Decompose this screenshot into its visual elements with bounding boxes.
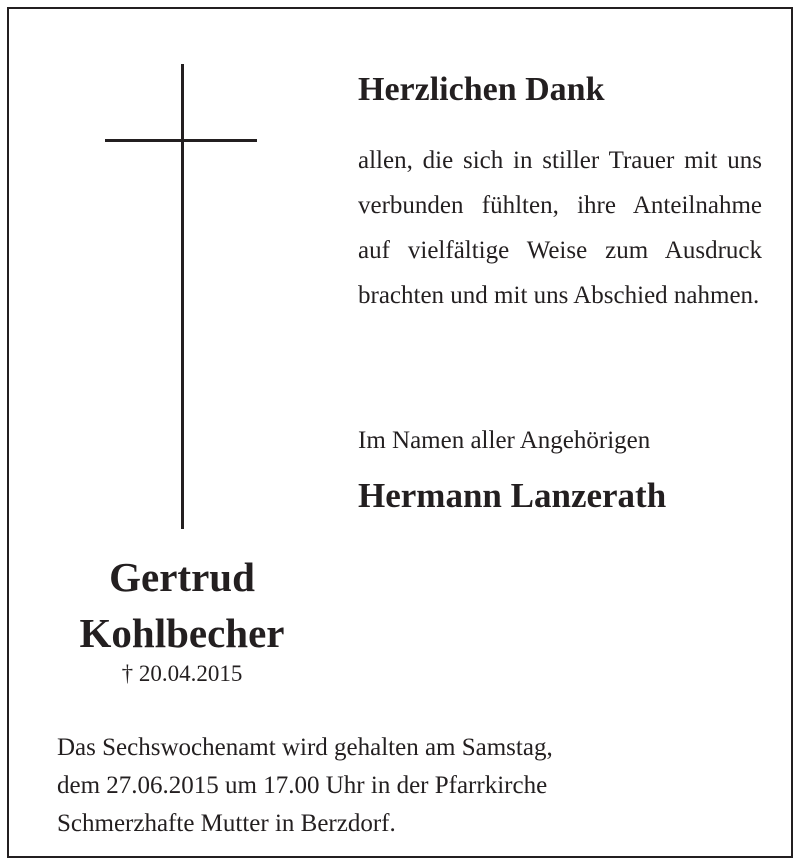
service-notice xyxy=(57,729,777,843)
cross-icon-beam xyxy=(105,139,257,142)
signer-name: Hermann Lanzerath xyxy=(358,476,667,515)
cross-icon xyxy=(181,64,184,529)
deceased-first-name: Gertrud xyxy=(109,554,255,600)
obituary-card xyxy=(7,7,793,858)
deceased-last-name: Kohlbecher xyxy=(79,610,285,656)
thanks-heading: Herzlichen Dank xyxy=(358,71,605,108)
signoff-text: Im Namen aller Angehörigen xyxy=(358,427,651,454)
deceased-name xyxy=(29,549,335,661)
service-notice-line: Das Sechswochenamt wird gehalten am Samstag, xyxy=(57,734,553,761)
death-date: † 20.04.2015 xyxy=(121,661,243,686)
service-notice-line: Schmerzhafte Mutter in Berzdorf. xyxy=(57,810,396,837)
thanks-message: allen, die sich in stiller Trauer mit uns verbunden fühlten, ihre Anteilnahme auf vielfältige Weise zum Ausdruck brachten und mit uns Abschied nahmen. xyxy=(358,147,762,309)
service-notice-line: dem 27.06.2015 um 17.00 Uhr in der Pfarrkirche xyxy=(57,772,548,799)
